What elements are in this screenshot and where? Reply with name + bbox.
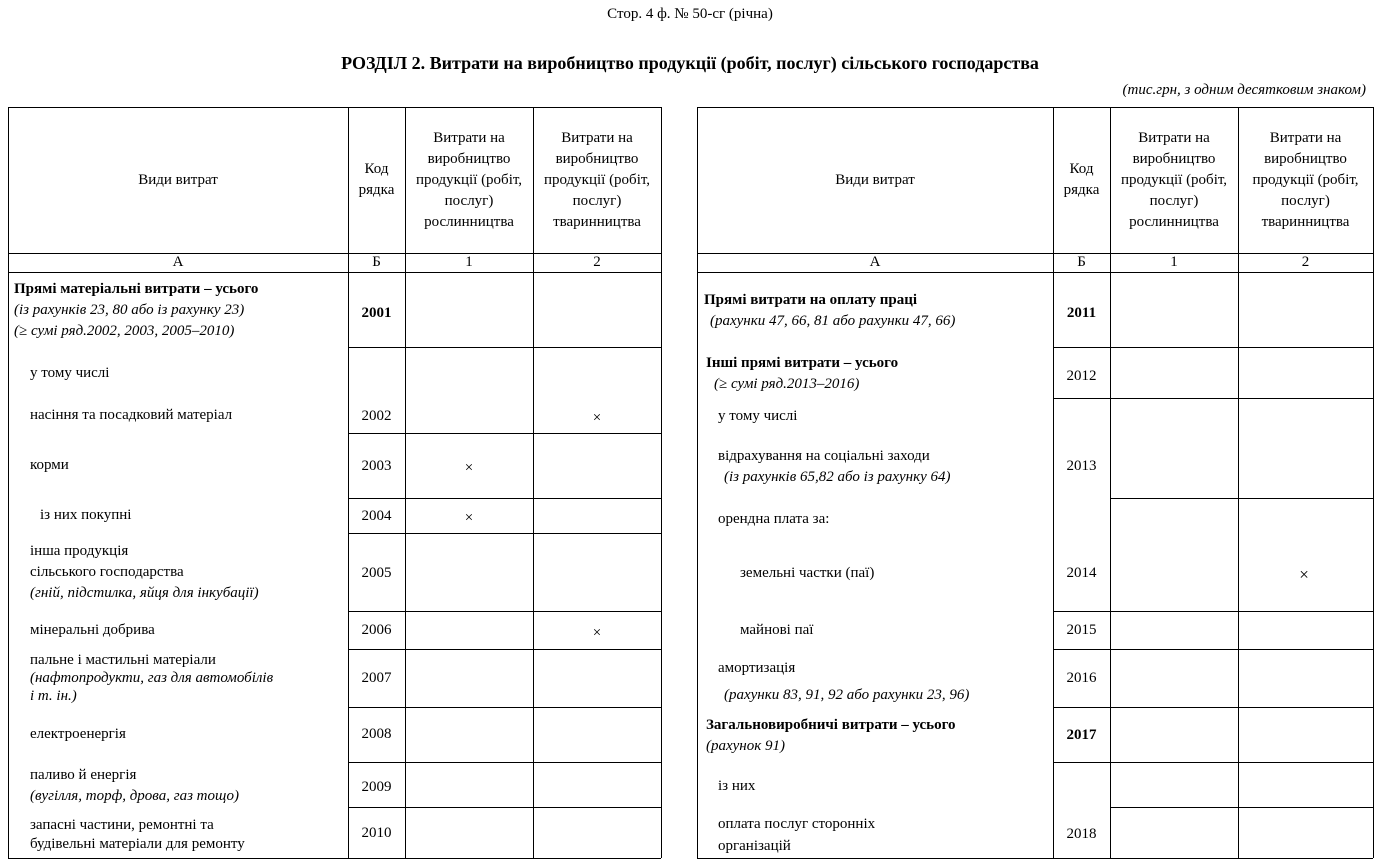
header-letter-b-right: Б xyxy=(1077,254,1086,270)
row-2006-code: 2006 xyxy=(361,622,392,638)
row-2011-code: 2011 xyxy=(1066,305,1097,321)
header-crop-costs-right: Витрати на виробництво продукції (робіт, послуг) рослинництва xyxy=(1120,129,1228,230)
row-2001-code: 2001 xyxy=(361,305,392,321)
row-of-them-label: із них xyxy=(718,778,756,794)
row-2017-sub: (рахунок 91) xyxy=(706,738,786,754)
row-2006-label: мінеральні добрива xyxy=(30,622,155,638)
row-2017-title: Загальновиробничі витрати – усього xyxy=(706,717,956,733)
row-2001-sub2: (≥ сумі ряд.2002, 2003, 2005–2010) xyxy=(14,323,235,339)
row-in-that-label-right: у тому числі xyxy=(718,408,798,424)
header-row-code: Код рядка xyxy=(358,161,395,198)
row-2005-line2: сільського господарства xyxy=(30,564,184,580)
row-rent-label: орендна плата за: xyxy=(718,511,830,527)
row-2010-line2: будівельні матеріали для ремонту xyxy=(30,836,245,852)
header-num-1: 1 xyxy=(465,254,473,270)
row-2007-sub1: (нафтопродукти, газ для автомобілів xyxy=(30,670,274,686)
header-cost-types-right: Види витрат xyxy=(835,171,915,188)
row-2014-code: 2014 xyxy=(1066,565,1097,581)
row-2015-label: майнові паї xyxy=(740,622,814,638)
row-2012-sub: (≥ сумі ряд.2013–2016) xyxy=(714,376,860,392)
units-note: (тис.грн, з одним десятковим знаком) xyxy=(1122,82,1366,98)
row-2012-code: 2012 xyxy=(1066,368,1097,384)
row-2005-code: 2005 xyxy=(361,565,392,581)
row-2004-crop-cross: × xyxy=(464,510,474,526)
row-2007-code: 2007 xyxy=(361,670,392,686)
row-2003-code: 2003 xyxy=(361,458,392,474)
row-in-that-label: у тому числі xyxy=(30,365,110,381)
row-2005-line1: інша продукція xyxy=(30,543,129,559)
row-2003-crop-cross: × xyxy=(464,460,474,476)
row-2012-title: Інші прямі витрати – усього xyxy=(706,355,899,371)
header-livestock-costs: Витрати на виробництво продукції (робіт, послуг) тваринництва xyxy=(543,129,651,230)
page-reference: Стор. 4 ф. № 50-сг (річна) xyxy=(607,6,773,22)
row-2007-line1: пальне і мастильні матеріали xyxy=(30,652,216,668)
header-livestock-costs-right: Витрати на виробництво продукції (робіт, послуг) тваринництва xyxy=(1252,129,1359,230)
header-crop-costs: Витрати на виробництво продукції (робіт, послуг) рослинництва xyxy=(415,129,523,230)
row-2013-code: 2013 xyxy=(1066,458,1097,474)
row-2002-code: 2002 xyxy=(361,408,392,424)
row-2008-label: електроенергія xyxy=(30,726,126,742)
row-2016-line1: амортизація xyxy=(718,660,796,676)
row-2018-code: 2018 xyxy=(1066,826,1097,842)
row-2018-line1: оплата послуг сторонніх xyxy=(718,816,876,832)
header-num-2-right: 2 xyxy=(1301,254,1310,270)
row-2007-sub2: і т. ін.) xyxy=(30,688,77,704)
header-row-code-right: Код рядка xyxy=(1063,161,1100,198)
row-2016-sub: (рахунки 83, 91, 92 або рахунки 23, 96) xyxy=(724,687,970,703)
row-2011-title: Прямі витрати на оплату праці xyxy=(704,292,918,308)
section-title: РОЗДІЛ 2. Витрати на виробництво продукції (робіт, послуг) сільського господарства xyxy=(341,53,1039,73)
row-2010-code: 2010 xyxy=(361,825,392,841)
row-2006-livestock-cross: × xyxy=(592,625,602,641)
row-2009-code: 2009 xyxy=(361,779,392,795)
row-2004-label: із них покупні xyxy=(40,507,132,523)
row-2011-sub: (рахунки 47, 66, 81 або рахунки 47, 66) xyxy=(710,313,956,329)
row-2002-livestock-cross: × xyxy=(592,410,602,426)
row-2013-sub: (із рахунків 65,82 або із рахунку 64) xyxy=(724,469,951,485)
row-2003-label: корми xyxy=(30,457,69,473)
header-cost-types: Види витрат xyxy=(138,171,218,188)
row-2001-sub1: (із рахунків 23, 80 або із рахунку 23) xyxy=(14,302,245,318)
header-num-1-right: 1 xyxy=(1170,254,1178,270)
row-2005-sub: (гній, підстилка, яйця для інкубації) xyxy=(30,585,259,601)
header-num-2: 2 xyxy=(593,254,601,270)
row-2004-code: 2004 xyxy=(361,508,392,524)
row-2015-code: 2015 xyxy=(1066,622,1097,638)
header-letter-a-right: А xyxy=(869,254,881,270)
header-letter-b: Б xyxy=(372,254,381,270)
row-2013-line1: відрахування на соціальні заходи xyxy=(718,448,930,464)
row-2014-label: земельні частки (паї) xyxy=(740,565,875,581)
row-2009-line1: паливо й енергія xyxy=(30,767,137,783)
row-2014-livestock-cross: × xyxy=(1299,565,1309,584)
row-2002-label: насіння та посадковий матеріал xyxy=(30,407,233,423)
row-2016-code: 2016 xyxy=(1066,670,1097,686)
header-letter-a: А xyxy=(172,254,184,270)
row-2009-sub: (вугілля, торф, дрова, газ тощо) xyxy=(30,788,240,804)
row-2008-code: 2008 xyxy=(361,726,392,742)
row-2017-code: 2017 xyxy=(1066,727,1097,743)
row-2010-line1: запасні частини, ремонтні та xyxy=(30,817,214,833)
row-2001-title: Прямі матеріальні витрати – усього xyxy=(14,281,259,297)
row-2018-line2: організацій xyxy=(718,838,791,854)
